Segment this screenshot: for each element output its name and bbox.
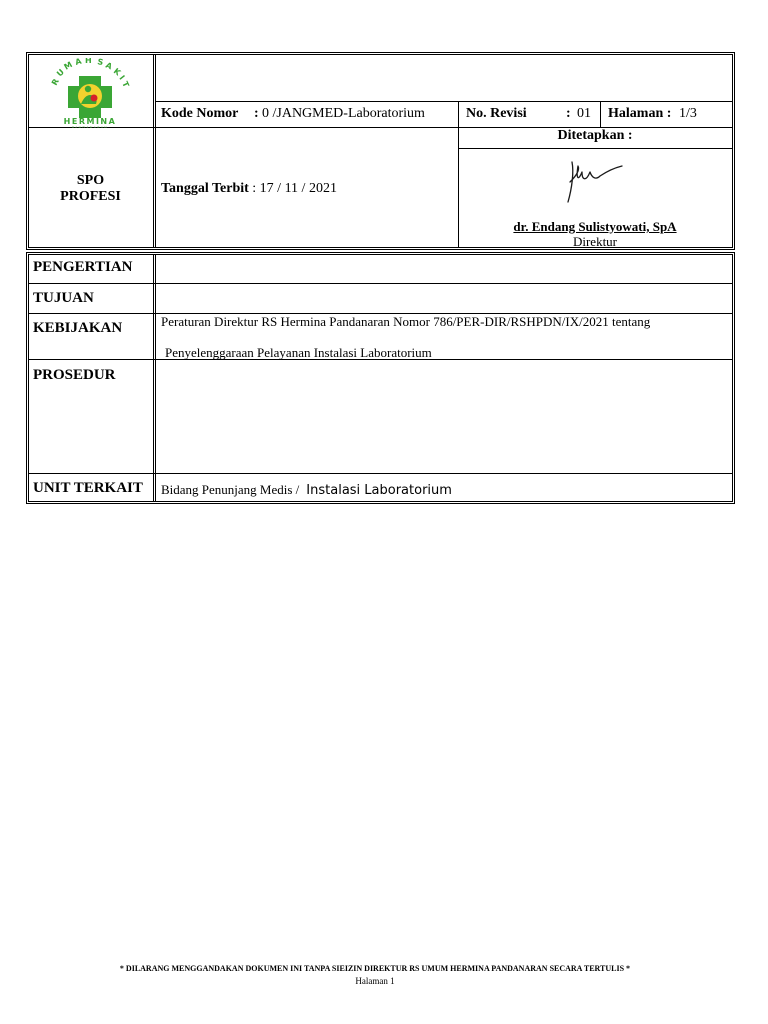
ditetapkan-label: Ditetapkan : (557, 128, 633, 143)
svg-text:S: S (96, 58, 105, 68)
tanggal-value: : 17 / 11 / 2021 (252, 181, 337, 196)
kode-nomor-sep: : (254, 106, 259, 121)
revisi-value: 01 (577, 106, 591, 121)
svg-text:T: T (120, 80, 131, 89)
tujuan-heading: TUJUAN (33, 290, 94, 306)
kebijakan-heading: KEBIJAKAN (33, 320, 123, 336)
signature (560, 158, 630, 208)
svg-text:K: K (111, 66, 123, 78)
svg-text:U: U (55, 67, 67, 79)
hospital-logo (44, 58, 140, 128)
header-divider (155, 55, 156, 248)
kode-nomor-row (161, 106, 238, 122)
svg-text:A: A (74, 58, 83, 67)
unit-terkait-value (161, 481, 452, 499)
unit-terkait-value-b: Instalasi Laboratorium (306, 483, 452, 498)
header-divider (155, 101, 732, 102)
footer-notice: * DILARANG MENGGANDAKAN DOKUMEN INI TANPA SIEIZIN DIREKTUR RS UMUM HERMINA PANDANARAN SECARA TERTULIS * (119, 964, 631, 973)
svg-text:I: I (117, 73, 127, 82)
kebijakan-text-line1: Peraturan Direktur RS Hermina Pandanaran Nomor 786/PER-DIR/RSHPDN/IX/2021 tentang (161, 314, 651, 329)
sections-divider (28, 473, 732, 474)
spo-title (28, 173, 153, 205)
sections-divider (28, 283, 732, 284)
prosedur-heading: PROSEDUR (33, 367, 116, 383)
unit-terkait-heading: UNIT TERKAIT (33, 480, 143, 496)
header-divider (458, 148, 732, 149)
unit-terkait-value-a: Bidang Penunjang Medis / (161, 482, 300, 497)
revisi-label: No. Revisi (466, 106, 527, 121)
footer-page-number: Halaman 1 (355, 976, 395, 986)
header-divider (600, 101, 601, 127)
spo-line2: PROFESI (60, 189, 121, 204)
svg-text:H: H (85, 58, 92, 65)
sections-table (26, 252, 735, 504)
halaman-value: 1/3 (679, 106, 697, 121)
logo-name: HERMINA (63, 117, 117, 126)
halaman-label: Halaman : (608, 106, 672, 121)
sections-divider (155, 255, 156, 501)
sections-divider (153, 255, 154, 501)
kebijakan-text-line2: Penyelenggaraan Pelayanan Instalasi Laboratorium (165, 345, 432, 360)
tanggal-label: Tanggal Terbit (161, 181, 249, 196)
svg-text:A: A (104, 60, 114, 72)
logo-sub: PANDANARAN (71, 126, 109, 128)
pengertian-heading: PENGERTIAN (33, 259, 133, 275)
header-divider (153, 55, 154, 248)
tanggal-terbit (161, 181, 337, 197)
revisi-sep: : (566, 106, 571, 121)
kode-nomor-value: 0 /JANGMED-Laboratorium (262, 106, 425, 121)
kode-nomor-label: Kode Nomor (161, 106, 239, 121)
signer-name: dr. Endang Sulistyowati, SpA (513, 219, 677, 234)
svg-text:M: M (62, 59, 74, 72)
svg-text:R: R (49, 77, 61, 87)
spo-line1: SPO (76, 173, 105, 188)
signer-title: Direktur (572, 234, 618, 249)
